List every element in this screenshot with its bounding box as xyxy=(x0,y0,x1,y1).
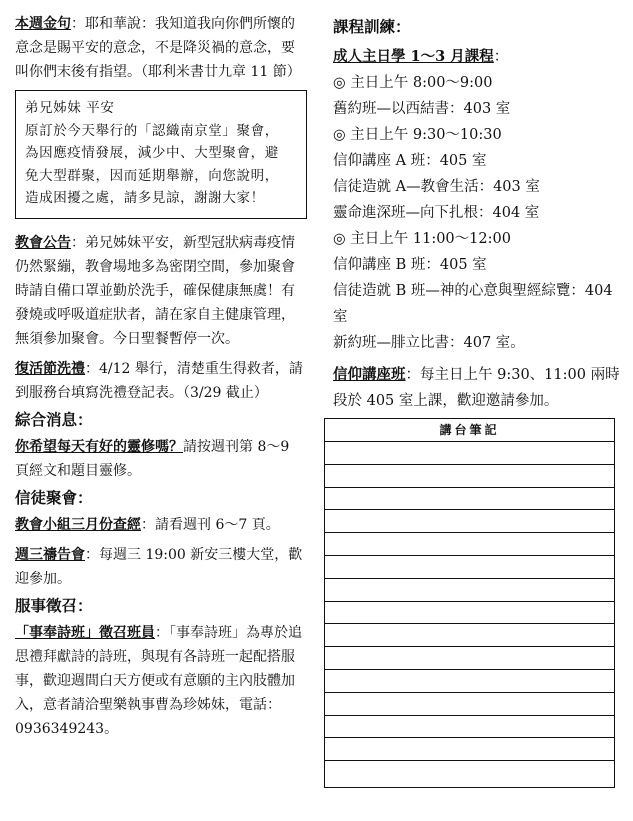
notice-line: 原訂於今天舉行的「認織南京堂」聚會， xyxy=(25,122,279,139)
schedule-line: 信仰講座 B 班：405 室 xyxy=(333,257,487,273)
section-service-call: 服事徵召 ： xyxy=(15,593,307,619)
notes-ruled-line[interactable] xyxy=(325,510,614,533)
faith-lecture-note xyxy=(333,362,623,414)
notes-ruled-line[interactable] xyxy=(325,533,614,556)
faith-lecture-label: 信仰講座班 xyxy=(333,366,406,383)
notes-ruled-line[interactable] xyxy=(325,488,614,511)
prayer-meeting-note xyxy=(15,543,307,591)
small-group-note xyxy=(15,513,307,537)
schedule-line: 靈命進深班—向下扎根：404 室 xyxy=(333,205,540,221)
schedule-line: ◎ 主日上午 8:00～9:00 xyxy=(333,75,493,91)
notes-ruled-line[interactable] xyxy=(325,579,614,602)
devotion-note xyxy=(15,435,307,483)
section-fellowship: 信徒聚會 ： xyxy=(15,485,307,511)
notes-ruled-line[interactable] xyxy=(325,670,614,693)
notes-ruled-line[interactable] xyxy=(325,442,614,465)
schedule-line: ◎ 主日上午 9:30～10:30 xyxy=(333,127,502,143)
church-announcement xyxy=(15,231,307,351)
left-column xyxy=(15,12,307,741)
schedule-line: 信徒造就 B 班—神的心意與聖經綜覽：404 室 xyxy=(333,283,613,325)
section-general-news: 綜合消息 ： xyxy=(15,407,307,433)
schedule-line: 新約班—腓立比書：407 室。 xyxy=(333,335,525,351)
weekly-verse-text: ：耶和華說：我知道我向你們所懷的意念是賜平安的意念，不是降災禍的意念，要叫你們末後有指望。（耶利米書廿九章 11 節） xyxy=(15,16,301,80)
weekly-verse xyxy=(15,12,307,84)
notes-ruled-line[interactable] xyxy=(325,716,614,739)
small-group-text: ：請看週刊 6～7 頁。 xyxy=(141,516,280,533)
adult-sunday-school-label: 成人主日學 1～3 月課程 xyxy=(333,48,494,65)
section-course-training: 課程訓練 ： xyxy=(333,14,623,40)
notes-ruled-line[interactable] xyxy=(325,624,614,647)
schedule-line: 信仰講座 A 班：405 室 xyxy=(333,153,487,169)
notice-line: 造成困擾之處，請多見諒，謝謝大家！ xyxy=(25,190,265,206)
faith-lecture-text: ：每主日上午 9:30、11:00 兩時段於 405 室上課，歡迎邀請參加。 xyxy=(333,367,620,409)
schedule-line: 舊約班—以西結書：403 室 xyxy=(333,101,511,117)
church-announcement-text: ：弟兄姊妹平安，新型冠狀病毒疫情仍然緊繃，教會場地多為密閉空間，參加聚會時請自備口罩並勤於洗手，確保健康無虞！有發燒或呼吸道症狀者，請在家自主健康管理，無須參加聚會。今日聖餐暫停一次。 xyxy=(15,234,295,347)
notes-ruled-line[interactable] xyxy=(325,647,614,670)
schedule-line: ◎ 主日上午 11:00～12:00 xyxy=(333,231,511,247)
notice-line: 免大型群聚，因而延期舉辦，向您說明， xyxy=(25,167,279,184)
notes-ruled-line[interactable] xyxy=(325,693,614,716)
postponement-notice-box xyxy=(15,90,307,219)
easter-baptism xyxy=(15,357,307,405)
devotion-label: 你希望每天有好的靈修嗎？ xyxy=(15,438,183,455)
devotion-text: 請按週刊第 8～9 頁經文和題目靈修。 xyxy=(15,438,290,479)
schedule-line: 信徒造就 A—教會生活：403 室 xyxy=(333,179,540,195)
notes-ruled-line[interactable] xyxy=(325,465,614,488)
weekly-verse-label: 本週金句 xyxy=(15,16,71,32)
notes-ruled-line[interactable] xyxy=(325,602,614,625)
easter-baptism-text: ：4/12 舉行，清楚重生得救者，請到服務台填寫洗禮登記表。（3/29 截止） xyxy=(15,360,303,401)
choir-recruit-text: ：「事奉詩班」為專於追思禮拜獻詩的詩班，與現有各詩班一起配搭服事，歡迎週間白天方便或有意願的主內肢體加入，意者請洽聖樂執事曹為珍姊妹，電話：0936349243。 xyxy=(15,624,302,737)
sermon-notes-title: 講台筆記 xyxy=(325,419,614,442)
easter-baptism-label: 復活節洗禮 xyxy=(15,360,85,377)
church-announcement-label: 教會公告 xyxy=(15,234,71,251)
notice-line: 為因應疫情發展，減少中、大型聚會，避 xyxy=(25,145,279,161)
choir-recruit-label: 「事奉詩班」徵召班員 xyxy=(15,624,155,641)
small-group-label: 教會小組三月份查經 xyxy=(15,516,141,533)
prayer-meeting-text: ：每週三 19:00 新安三樓大堂，歡迎參加。 xyxy=(15,546,303,587)
notice-line: 弟兄姊妹 平安 xyxy=(25,100,115,116)
prayer-meeting-label: 週三禱告會 xyxy=(15,546,85,563)
adult-sunday-school: 成人主日學 1～3 月課程： xyxy=(333,48,509,65)
sermon-notes-box xyxy=(324,418,615,788)
choir-recruit-note xyxy=(15,621,307,741)
notes-ruled-line[interactable] xyxy=(325,556,614,579)
notes-ruled-line[interactable] xyxy=(325,738,614,761)
right-column xyxy=(333,12,623,414)
notes-ruled-line[interactable] xyxy=(325,761,614,784)
